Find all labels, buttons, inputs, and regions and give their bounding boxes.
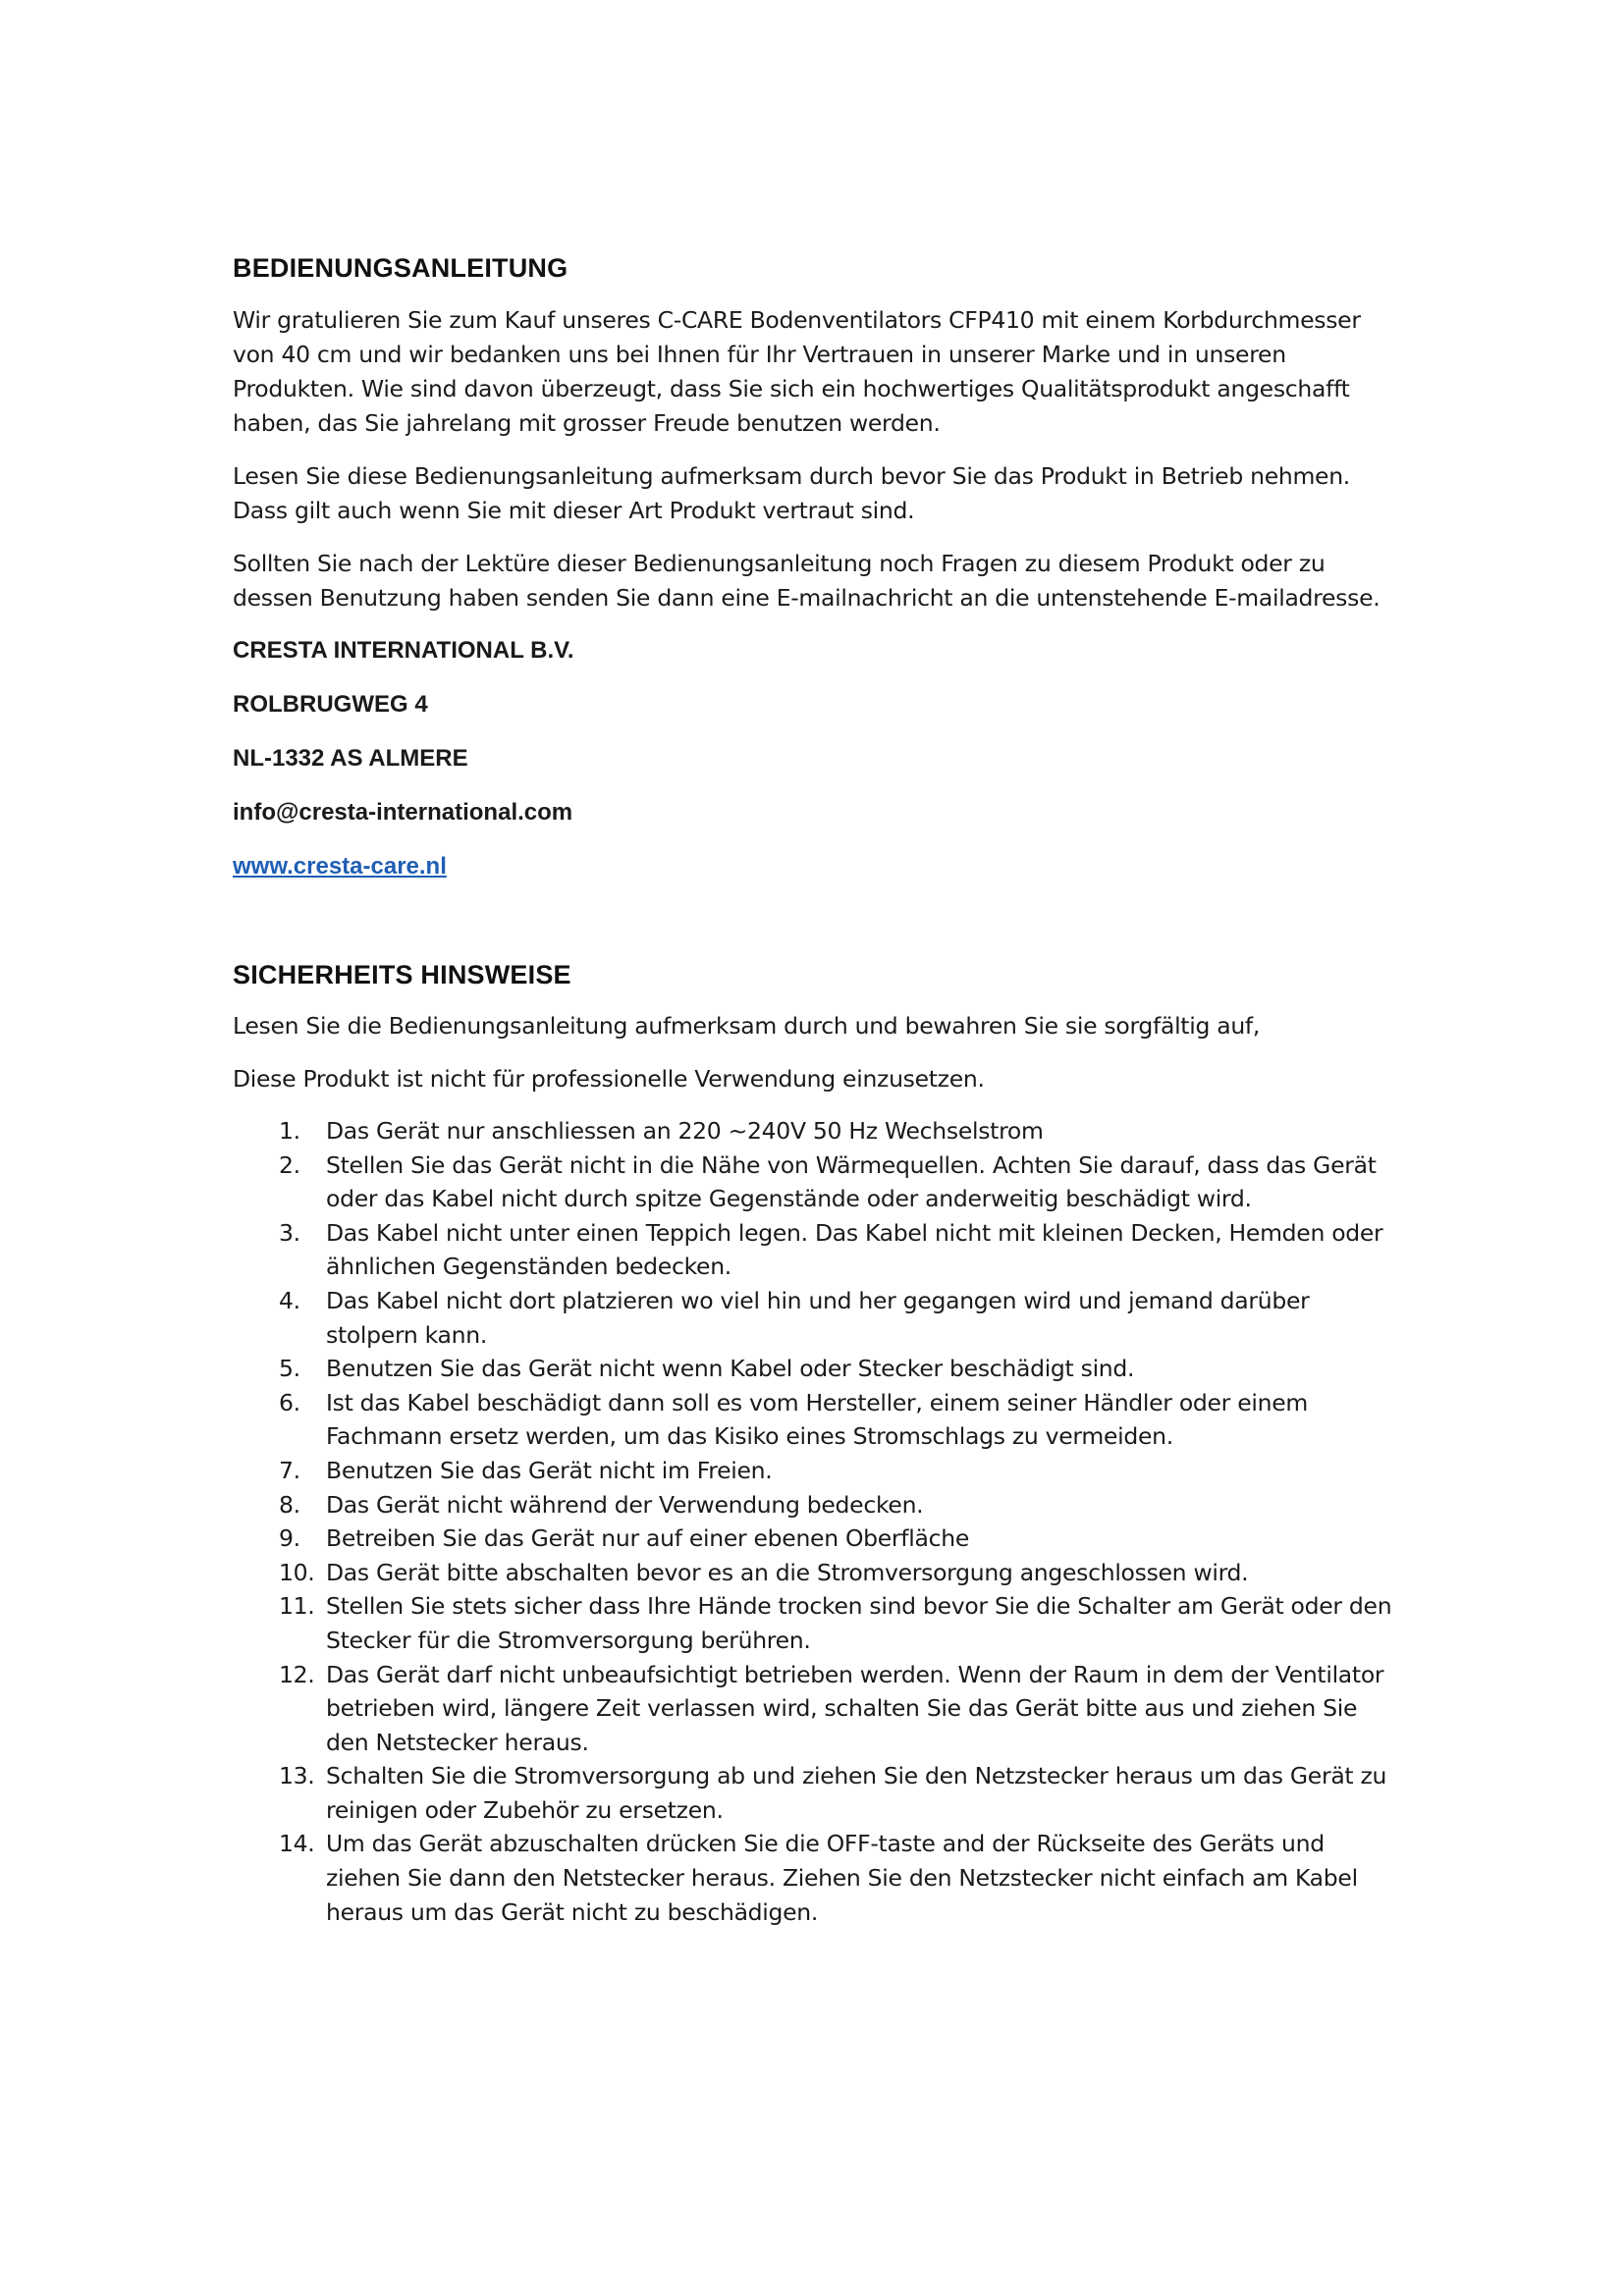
list-item-text: Das Gerät nicht während der Verwendung bedecken. (326, 1490, 924, 1519)
list-item-text: Betreiben Sie das Gerät nur auf einer ebenen Oberfläche (326, 1524, 969, 1553)
list-item-text: Das Kabel nicht dort platzieren wo viel hin und her gegangen wird und jemand darüber stolpern kann. (326, 1286, 1310, 1349)
list-item-text: Das Kabel nicht unter einen Teppich legen. Das Kabel nicht mit kleinen Decken, Hemden oder ähnlichen Gegenständen bedecken. (326, 1218, 1383, 1281)
section-heading-instructions: BEDIENUNGSANLEITUNG (233, 253, 568, 283)
list-item (233, 1284, 1401, 1352)
list-item-text: Das Gerät darf nicht unbeaufsichtigt betrieben werden. Wenn der Raum in dem der Ventilator betrieben wird, längere Zeit verlassen wird, schalten Sie das Gerät bitte aus und ziehen Sie den Netstecker heraus. (326, 1660, 1384, 1756)
contact-email: info@cresta-international.com (233, 799, 573, 826)
intro-paragraph: Wir gratulieren Sie zum Kauf unseres C-CARE Bodenventilators CFP410 mit einem Korbdurchmesser von 40 cm und wir bedanken uns bei Ihnen für Ihr Vertrauen in unserer Marke und in unseren Produkten. Wie sind davon überzeugt, dass Sie sich ein hochwertiges Qualitätsprodukt angeschafft haben, das Sie jahrelang mit grosser Freude benutzen werden. (233, 306, 1361, 437)
list-item (233, 1216, 1401, 1284)
company-name: CRESTA INTERNATIONAL B.V. (233, 637, 574, 664)
list-item (233, 1759, 1401, 1827)
list-item-text: Das Gerät bitte abschalten bevor es an die Stromversorgung angeschlossen wird. (326, 1558, 1249, 1586)
list-item-number: 3. (279, 1218, 300, 1247)
list-item-text: Stellen Sie das Gerät nicht in die Nähe von Wärmequellen. Achten Sie darauf, dass das Gerät oder das Kabel nicht durch spitze Gegenstände oder anderweitig beschädigt wird. (326, 1150, 1377, 1213)
city-address: NL-1332 AS ALMERE (233, 745, 468, 772)
questions-paragraph: Sollten Sie nach der Lektüre dieser Bedienungsanleitung noch Fragen zu diesem Produkt oder zu dessen Benutzung haben senden Sie dann eine E-mailnachricht an die untenstehende E-mailadresse. (233, 550, 1380, 612)
list-item (233, 1589, 1401, 1657)
list-item (233, 1522, 1401, 1556)
list-item-text: Ist das Kabel beschädigt dann soll es vom Hersteller, einem seiner Händler oder einem Fachmann ersetz werden, um das Kisiko eines Stromschlags zu vermeiden. (326, 1388, 1308, 1451)
manual-page (233, 253, 1401, 1929)
list-item-text: Schalten Sie die Stromversorgung ab und ziehen Sie den Netzstecker heraus um das Gerät zu reinigen oder Zubehör zu ersetzen. (326, 1762, 1387, 1824)
website-link-row (233, 849, 1401, 883)
list-item-number: 8. (279, 1490, 300, 1519)
safety-rules-list (233, 1114, 1401, 1929)
list-item-number: 7. (279, 1456, 300, 1484)
list-item-text: Benutzen Sie das Gerät nicht wenn Kabel oder Stecker beschädigt sind. (326, 1355, 1135, 1383)
read-instructions-paragraph: Lesen Sie diese Bedienungsanleitung aufmerksam durch bevor Sie das Produkt in Betrieb nehmen. Dass gilt auch wenn Sie mit dieser Art Produkt vertraut sind. (233, 462, 1350, 524)
list-item-number: 6. (279, 1388, 300, 1416)
list-item-number: 12. (279, 1660, 315, 1688)
list-item (233, 1827, 1401, 1929)
list-item (233, 1114, 1401, 1148)
list-item (233, 1454, 1401, 1488)
list-item-number: 10. (279, 1558, 315, 1586)
list-item-text: Stellen Sie stets sicher dass Ihre Hände trocken sind bevor Sie die Schalter am Gerät oder den Stecker für die Stromversorgung berühren. (326, 1592, 1392, 1654)
list-item-text: Benutzen Sie das Gerät nicht im Freien. (326, 1456, 773, 1484)
list-item-number: 9. (279, 1524, 300, 1553)
list-item (233, 1386, 1401, 1454)
safety-intro-paragraph: Lesen Sie die Bedienungsanleitung aufmerksam durch und bewahren Sie sie sorgfältig auf, (233, 1012, 1261, 1040)
list-item-text: Um das Gerät abzuschalten drücken Sie die OFF-taste and der Rückseite des Geräts und ziehen Sie dann den Netstecker heraus. Ziehen Sie den Netzstecker nicht einfach am Kabel heraus um das Gerät nicht zu beschädigen. (326, 1830, 1358, 1926)
list-item-number: 1. (279, 1117, 300, 1145)
professional-use-paragraph: Diese Produkt ist nicht für professionelle Verwendung einzusetzen. (233, 1065, 985, 1093)
list-item-number: 11. (279, 1592, 315, 1621)
section-heading-safety: SICHERHEITS HINSWEISE (233, 960, 571, 989)
list-item-number: 13. (279, 1762, 315, 1790)
list-item-number: 4. (279, 1286, 300, 1314)
list-item-number: 5. (279, 1355, 300, 1383)
list-item (233, 1556, 1401, 1590)
website-link[interactable]: www.cresta-care.nl (233, 853, 447, 880)
list-item-number: 14. (279, 1830, 315, 1858)
list-item-text: Das Gerät nur anschliessen an 220 ~240V 50 Hz Wechselstrom (326, 1117, 1044, 1145)
list-item-number: 2. (279, 1150, 300, 1179)
street-address: ROLBRUGWEG 4 (233, 691, 428, 718)
list-item (233, 1148, 1401, 1216)
list-item (233, 1352, 1401, 1386)
list-item (233, 1488, 1401, 1522)
list-item (233, 1658, 1401, 1760)
